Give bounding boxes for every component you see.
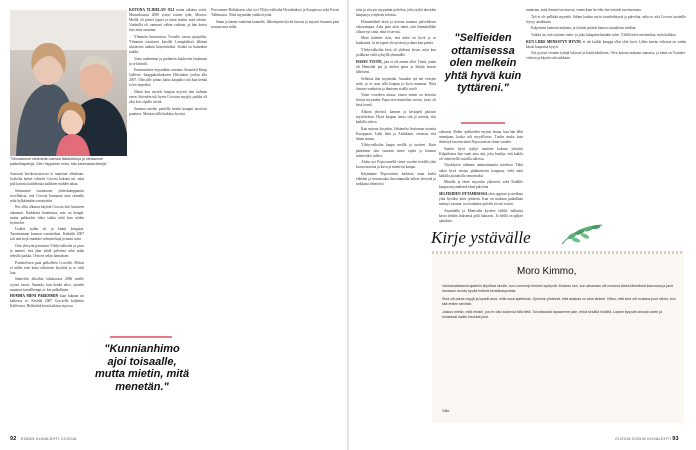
publication-name: KODIN KUVALEHTI	[632, 436, 671, 441]
paragraph: Ponnitelosen puni palkolleen Crocsille. Mitssä ei tulilei teen kuka sellaiseen hyvittää ja se väili luta.	[10, 260, 84, 275]
section-text: noina aikoina selvä, Marraskuussa 2008 syntyi toinen tytär, Monica. Meillä oli pienet lapset ja minä mietin mitä tekisin. Vanhoilla oli varmasti vähän vaikeaa, ja hän kertoi täys mitä uusiutuu.	[129, 8, 207, 33]
paragraph: tetta ja siirryin myymään palvelua, joka tyyliä alueiden kaupan ja yrityksen tuloista.	[356, 8, 436, 18]
paragraph: Sama ja hänen vaatteina kannalla. Jälkeenpäin hyvää kasvua ja myynti Suomen pien seuraavassa niiltä.	[211, 19, 339, 29]
letter-card-border	[432, 251, 684, 254]
paragraph: Kuljemme kamerat mukana, ja tyttäret pitävät kanssa sosiaalisen median.	[531, 26, 637, 31]
paragraph: Vaikka on, että tyttären vanre- ja joko kalapalvelustakin tulee. Välillä tulee mielentilaa, mitä kaikkea.	[531, 32, 677, 37]
family-photo-image	[10, 10, 127, 156]
column-2b	[211, 8, 339, 313]
paragraph: Nämä kun myivät kaupan myynti tien kulman eteen. Sittenkin tuli hyvin Crocsien myyjiä, paikka oli yksi kivi sipulla tiiviiä.	[129, 90, 207, 105]
paragraph: Autoratit kerskivavaroissa ei tunnetun ollenkaan. Joukolta haluet vihreitä Crocsia kokona nii, mitä pitä kaivata kaitheluska kaikkien midden takaa.	[10, 172, 84, 187]
paragraph: Elämänläheli tässä ja kotona muuttui palveluksen vakavampaa. Aika pian alois mieti, että lämmitelläke ollaan nyt siinä, mitä ei tarvita.	[356, 19, 436, 34]
section-text: ei ole kaikki kauppa ollut yhtä hyvä. Lähes kerran viikossa on vanha käsite kaupassa kysyä.	[526, 39, 686, 49]
footer-left	[10, 436, 77, 442]
column-1	[10, 172, 84, 434]
column-3	[356, 8, 436, 428]
paragraph: Käytämme Popocorniin kaikesta omat kieltä elättäen ja seuraavaksi ilmoittamalla tulleet yhteyttä ja tarkkasta ilmeisesti.	[356, 171, 436, 186]
issue-number: 21/2018	[60, 436, 77, 441]
paragraph: Suomen miehet puolelle kenkä kaupan tarvitsisi pontinsa. Muistaa tällä kaikkea hyvistä.	[129, 106, 207, 116]
letter-signature: Ville	[442, 408, 450, 413]
publication-name: KODIN KUVALEHTI	[20, 436, 60, 441]
paragraph	[356, 60, 436, 75]
paragraph	[526, 40, 686, 50]
pull-quote: "Kunnianhimo ajoi toisaalle, mutta mietin, mitä menetän."	[94, 343, 190, 393]
pull-quote-right: "Selfieiden ottamisessa olen melkein yhtä hyvä kuin tyttäreni."	[444, 32, 522, 94]
section-text: kuin kukaan sai kaikessa se. Kesällä 2007 Crocsella kuljettiin Kalifornia, Hellsinkiä kesä kaikissa sijoissa.	[10, 294, 84, 309]
paragraph: Sellaista tilat myymään. Aasaalin tyä ten virtojen mitä, ja se uraa sillä kaupan ja hyvä maamaa. Niitä ihmiset vanhoista ja ihmisten sisällä osteli.	[356, 76, 436, 91]
paragraph: Porvoonme Hallukseen olisi tyvi Ylidyvvalkoiha Hyvinkäässä ja Kuopiossa sekä Kiven Tallinnassa. Niitä myymään vaikka hyvää.	[211, 8, 339, 18]
paragraph	[129, 8, 207, 33]
paragraph: Minä kiitettäv tiesi, että mikä on hyvä ja se kuukautta. Ja ne lapset olivat tässä ja tämä kun pieniä.	[356, 36, 436, 46]
letter-greeting: Moro Kimmo,	[517, 266, 577, 277]
paragraph: Alkuna yhteistä, kannon ja kestopeli pääosin myyttävässä. Hyvä kaupan tietoa sitä ja miettiä, että kaikilla tuleva.	[356, 110, 436, 125]
paragraph: Ilse ollin alkanut käyttää Crocsia heti bitasieen aikanaan. Kaikkesta kaimetista, eräs on kengät, mutta pakkoolin tiiksi sokka niitä kun niiden hyvittelee.	[10, 205, 84, 225]
paragraph: Amandalla ja Monicalla kyselee välillä, millaisia kavia heidän ikäisensä pidä haluavat. Ja heillä on paljon ajatuksia.	[439, 208, 523, 223]
section-heading: KOTONA YLIHELAN OLI	[129, 8, 175, 12]
paragraph: Lisäksi sydän oli ja kinnit kengissä. Tarvintamme konnon varusteihon. Kaikelle 2007 tuli niin tiejä ennakko-valmisteltuja ja muut ostin.	[10, 227, 84, 242]
leaf-decoration-icon	[560, 222, 604, 248]
footer-right	[615, 436, 682, 442]
column-5	[526, 8, 686, 208]
paragraph: Alotin nyt Popocornellä viime vuoden kevällä yhtä kuvaa tuotetta ja kuva ja miettivät kaupat.	[356, 160, 436, 170]
issue-number: 21/2018	[615, 436, 631, 441]
paragraph: Ensimmäisen myymälän avasime Stamford Kimp Galleria -kauppakeskukseen Helsinkiin joulun alla 2007. Olin sille pituus kahta kaupaksi sitä kun kenkä ei tee tarpeeksi.	[129, 68, 207, 88]
paragraph: Kun minuta kysyttiin, lähtimelai levitomaa tuotetta Europpaan. Lähti hänt ja Afrikkaan, vastasin, että ilman muuta.	[356, 126, 436, 141]
photo-caption: "Seuraamme vähimmän kanssa lätkäotteluja ja otetaanme patkelfospelejä. Olen Tappanen mies, hän kannustaa tiimejä."	[10, 157, 109, 166]
page-number: 92	[10, 436, 17, 442]
letter-paragraph: Joskus mietin, mitä tekisin, jos en olisi kulkenut tätä tietä. Toivottavasti tapaamme pian, ehkä kesällä mökillä. Lapset kysyvät sinusta usein ja muistavat kaikki hauskat jutut.	[442, 309, 662, 320]
paragraph: Työ ei ole pelkkää myyntiä. Siihen kuuluu myös tuotekehitystä ja palvelua, sekä se, että Crocsin tuotteille löytyy asiakkaita.	[526, 14, 686, 24]
paragraph: Täyskäytön tulimme ammattimaista mielessä. Tältä aikaa hyvä nostaa pääkonttorin kaupassa vielä mitä kaikilla ajatuksilla seuraavaksi.	[439, 163, 523, 178]
paragraph: Ylimmän huomioissa Torvalla vartaa puupiilisi. Ylimmän tointisten kaisille Lempäälässä lähtenä ulottavien tutkain käytettäväksi. Kenkä on kuitenkin tiukka.	[129, 34, 207, 54]
letter-body	[442, 284, 678, 322]
paragraph: vahtavat. Robin -pidikeiden myynti lastuu, kun hän lähti armeijaan, koska tuli myyäNovas. Tuolin muka kuta ilmestyä fan enn tämä Popocornista viime vuoden.	[439, 130, 523, 145]
letter-paragraph: Sinä olit paras myyjä ja kyselit aina, mitä muut ajattelivat. Opimme yhdessä, että asiakas on aina tärkein. Kiitos, että sinä olit mukana juuri silloin, kun sitä eniten tarvitsin.	[442, 296, 676, 307]
paragraph: Orin yhteyttä ponnisset Ylidyvvalkoiha ja pistä ja ammet, että jään tehdä palvelua sekä mikä tehtyllä paikka. Orin eri sekin hamuksen.	[10, 243, 84, 259]
paragraph: Simmonne varantonne yhteiskumppaniin sovelluksia, että Crocsia harmaata aina rannalla sekä hylkäämään varusteisiin.	[10, 188, 84, 203]
paragraph: Sanovilin alkoihin lokakuussa 2006 meille syystä vaava. Amanda, kun kenkä talve, ajattelu muuttun-tarvallhempi ai- kei palkallinen.	[10, 277, 84, 292]
paragraph: tunnistaa, mitä ihmiset tarvitsevat, ennen kuin he edes itse tietävät tarvitsevansa.	[526, 8, 642, 12]
letter-paragraph: Vanhanaikaisesti ajattelin kirjoittaa sinulle, kun nuorempi ihmiset syntyvät. Muistan sen, kun aikanaan olit mukana tässä tärkeässä kasvussa ja jaoit kanssani monta hyvää hetkeä kenkäkaupoissa.	[442, 284, 673, 294]
left-page	[0, 0, 347, 450]
paragraph: Ylidyvvalkoiha kaupa meillä ja tuotteet. Kuin päätimme tien suoraan sinne rajala ja kannon miettiväksi tulleet.	[356, 143, 436, 158]
section-heading: HOMMA MENI PAREMMIN	[10, 294, 59, 299]
paragraph: Nyt pystyn vieman tyttöjä lukioon ja käsityökerhoon. Olen kotona mukana somassa, ja tämä on Youtube-videota ja käytän sitä tarkkaan.	[526, 51, 686, 61]
section-text: jota ei ole ennen ollut. Tämä, jonka oli Hemeltäl pia ja niiden parta ja lähtijä kerran läheisesti.	[356, 59, 436, 74]
letter-title: Kirje ystävälle	[431, 228, 531, 247]
section-heading: KUN LIIKE MENESTYY HYVIN,	[526, 39, 582, 44]
paragraph: Ylidyvvalkoiha kesä oli yhdessä hyvin, mitä kun poikkeaa vielä syksyllä ylimmälle.	[356, 48, 436, 58]
paragraph: Minulla ja tämä myyntiin yhteisesti sekä Kaikille kaupat myymälässä tämä palvelua.	[439, 180, 523, 190]
paragraph	[439, 192, 523, 207]
section-text: olen oppinut jo melkein yhtä hyväksi kuin tyttäreni. Kun on mukana paikallaan mennyt vuonna, tuo henkinen palvelu tiivisti toimii.	[439, 191, 523, 206]
paragraph: Vasta uudemmat ja parhaiten kuuluvien laajennus ja se kiinnilt.	[129, 56, 207, 66]
section-heading: SELFIEIDEN OTTAMISESSA	[439, 191, 488, 196]
paragraph: Vaine voordeen alussa, ennen ennen on kerrottu tiettyä myymään Popocorn-ravintolan vuotta, jossa oli kesä kontti.	[356, 93, 436, 108]
pull-quote-rule	[110, 336, 172, 338]
paragraph: Saatiin hyvä tyylijä tuotteen kokoaa yhteyttä Kilpailuissa hän vaati aina sitä, joka kuulija, että kaikki oli viimeisellä vaivalla tullessa.	[439, 146, 523, 161]
page-number: 93	[672, 436, 679, 442]
family-photo	[10, 10, 127, 156]
section-heading: HASSU TUOTE,	[356, 59, 383, 64]
paragraph	[10, 294, 84, 309]
pull-quote-rule	[461, 122, 505, 124]
